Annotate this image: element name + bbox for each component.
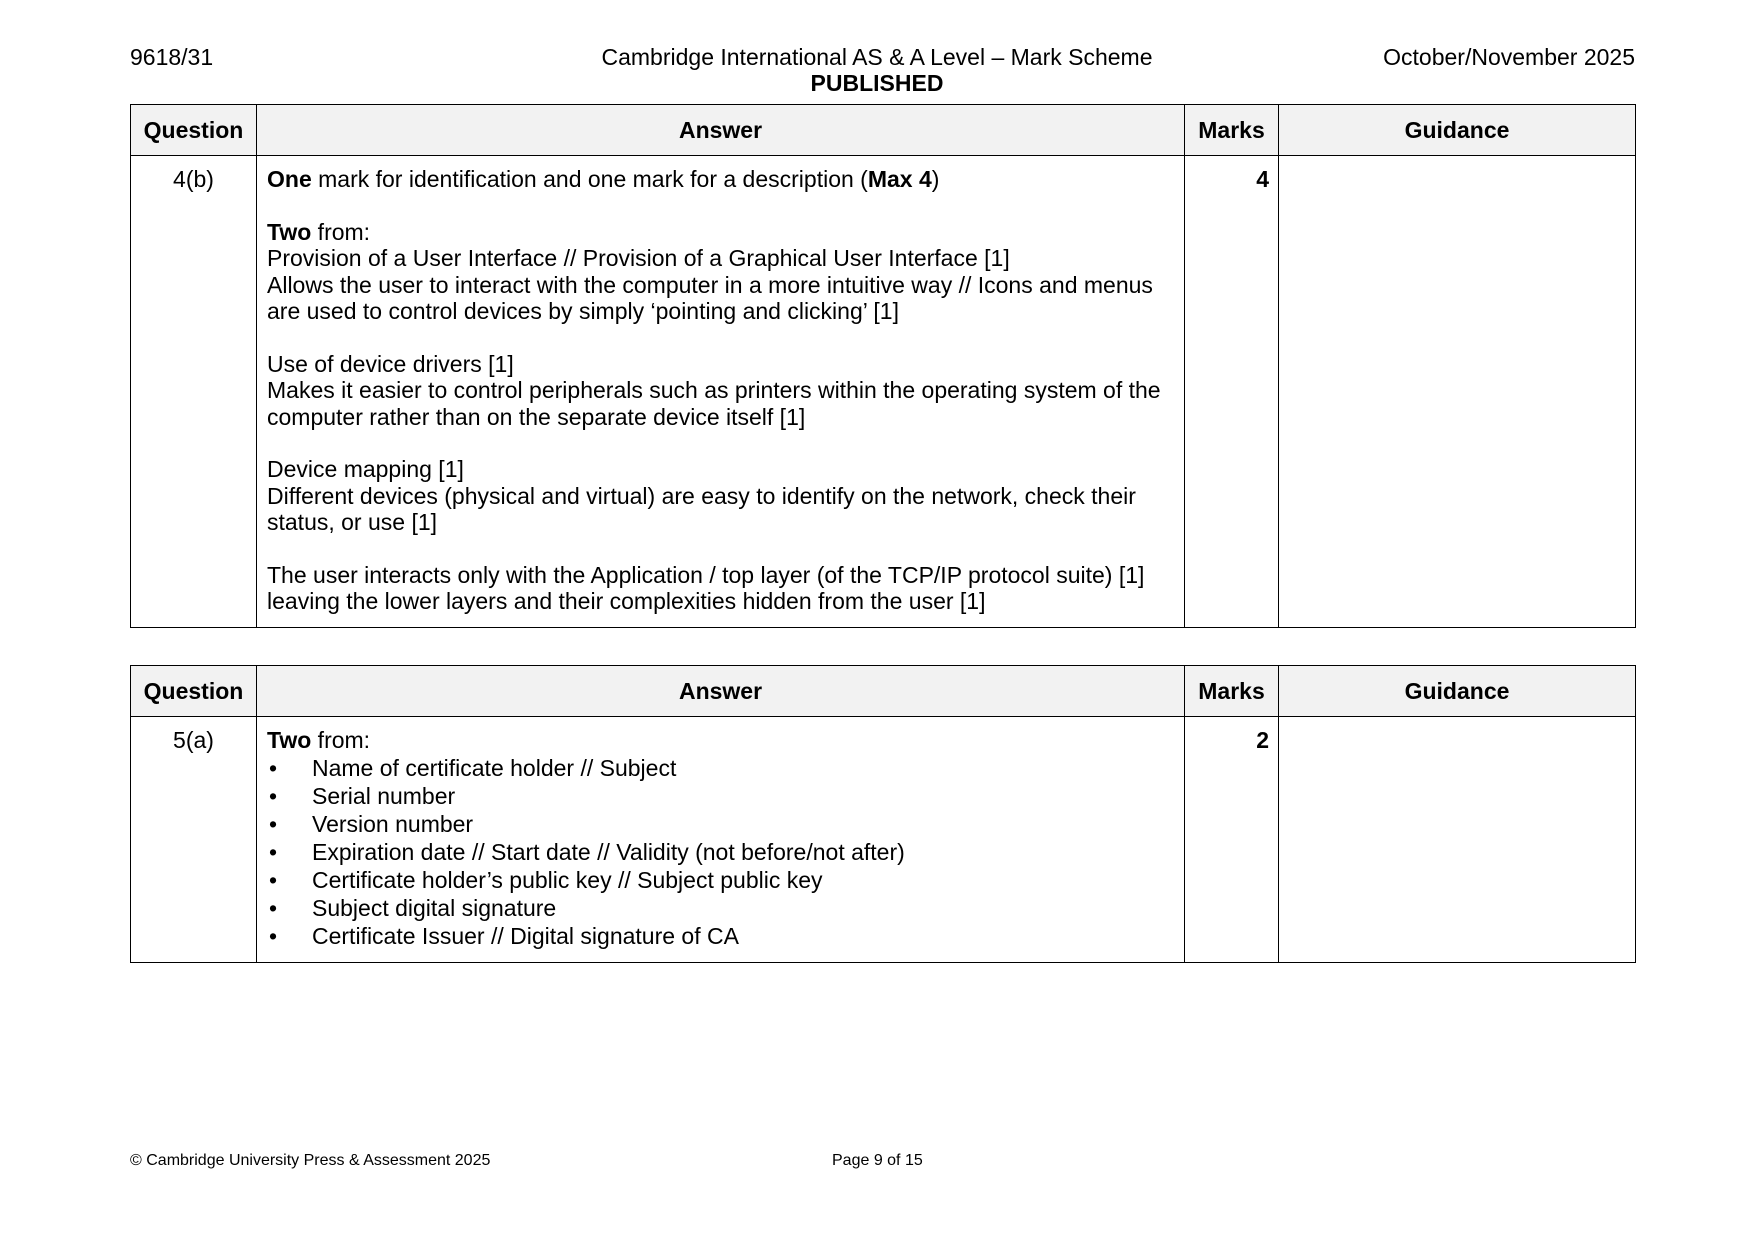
answer-cell [257, 156, 1185, 628]
table-header-row [131, 666, 1636, 717]
guidance-header: Guidance [1279, 105, 1636, 156]
page-number: Page 9 of 15 [832, 1152, 923, 1169]
list-item: • Version number [267, 810, 1174, 838]
list-item: • Certificate Issuer // Digital signature of CA [267, 922, 1174, 950]
guidance-cell [1279, 156, 1636, 628]
question-number: 5(a) [131, 717, 257, 963]
two-from-label: Two from: [267, 727, 371, 753]
answer-point-drivers: Use of device drivers [1] Makes it easier to control peripherals such as printers within the operating system of the computer rather than on the separate device itself [1] [267, 350, 1161, 430]
exam-session: October/November 2025 [1383, 44, 1635, 70]
question-number: 4(b) [131, 156, 257, 628]
list-item: • Name of certificate holder // Subject [267, 754, 1174, 782]
list-item: • Expiration date // Start date // Validity (not before/not after) [267, 838, 1174, 866]
answer-point-application-layer: The user interacts only with the Application / top layer (of the TCP/IP protocol suite) [1] leaving the lower layers and their complexities hidden from the user [1] [267, 561, 1145, 614]
answer-cell [257, 717, 1185, 963]
answer-point-mapping: Device mapping [1] Different devices (physical and virtual) are easy to identify on the network, check their status, or use [1] [267, 456, 1136, 535]
question-header: Question [131, 666, 257, 717]
marks-value: 4 [1185, 156, 1279, 628]
marks-value: 2 [1185, 717, 1279, 963]
paper-code: 9618/31 [130, 44, 214, 70]
mark-scheme-title: Cambridge International AS & A Level – Mark Scheme [601, 44, 1153, 70]
published-label: PUBLISHED [810, 70, 944, 96]
copyright-notice: © Cambridge University Press & Assessment 2025 [130, 1152, 491, 1169]
list-item: • Serial number [267, 782, 1174, 810]
mark-table-q4b [130, 104, 1636, 628]
table-header-row [131, 105, 1636, 156]
guidance-header: Guidance [1279, 666, 1636, 717]
answer-intro: One mark for identification and one mark for a description (Max 4) [267, 166, 940, 192]
two-from-label: Two from: [267, 218, 371, 245]
answer-point-ui: Provision of a User Interface // Provision of a Graphical User Interface [1] Allows the user to interact with the computer in a more intuitive way // Icons and menus are used to control devices by simply ‘pointing and clicking’ [1] [267, 245, 1153, 324]
guidance-cell [1279, 717, 1636, 963]
answer-header: Answer [257, 666, 1185, 717]
list-item: • Subject digital signature [267, 894, 1174, 922]
answer-bullet-list [267, 754, 1174, 950]
question-header: Question [131, 105, 257, 156]
mark-table-q5a [130, 665, 1636, 963]
table-row [131, 156, 1636, 628]
answer-header: Answer [257, 105, 1185, 156]
list-item: • Certificate holder’s public key // Subject public key [267, 866, 1174, 894]
marks-header: Marks [1185, 666, 1279, 717]
table-row [131, 717, 1636, 963]
marks-header: Marks [1185, 105, 1279, 156]
